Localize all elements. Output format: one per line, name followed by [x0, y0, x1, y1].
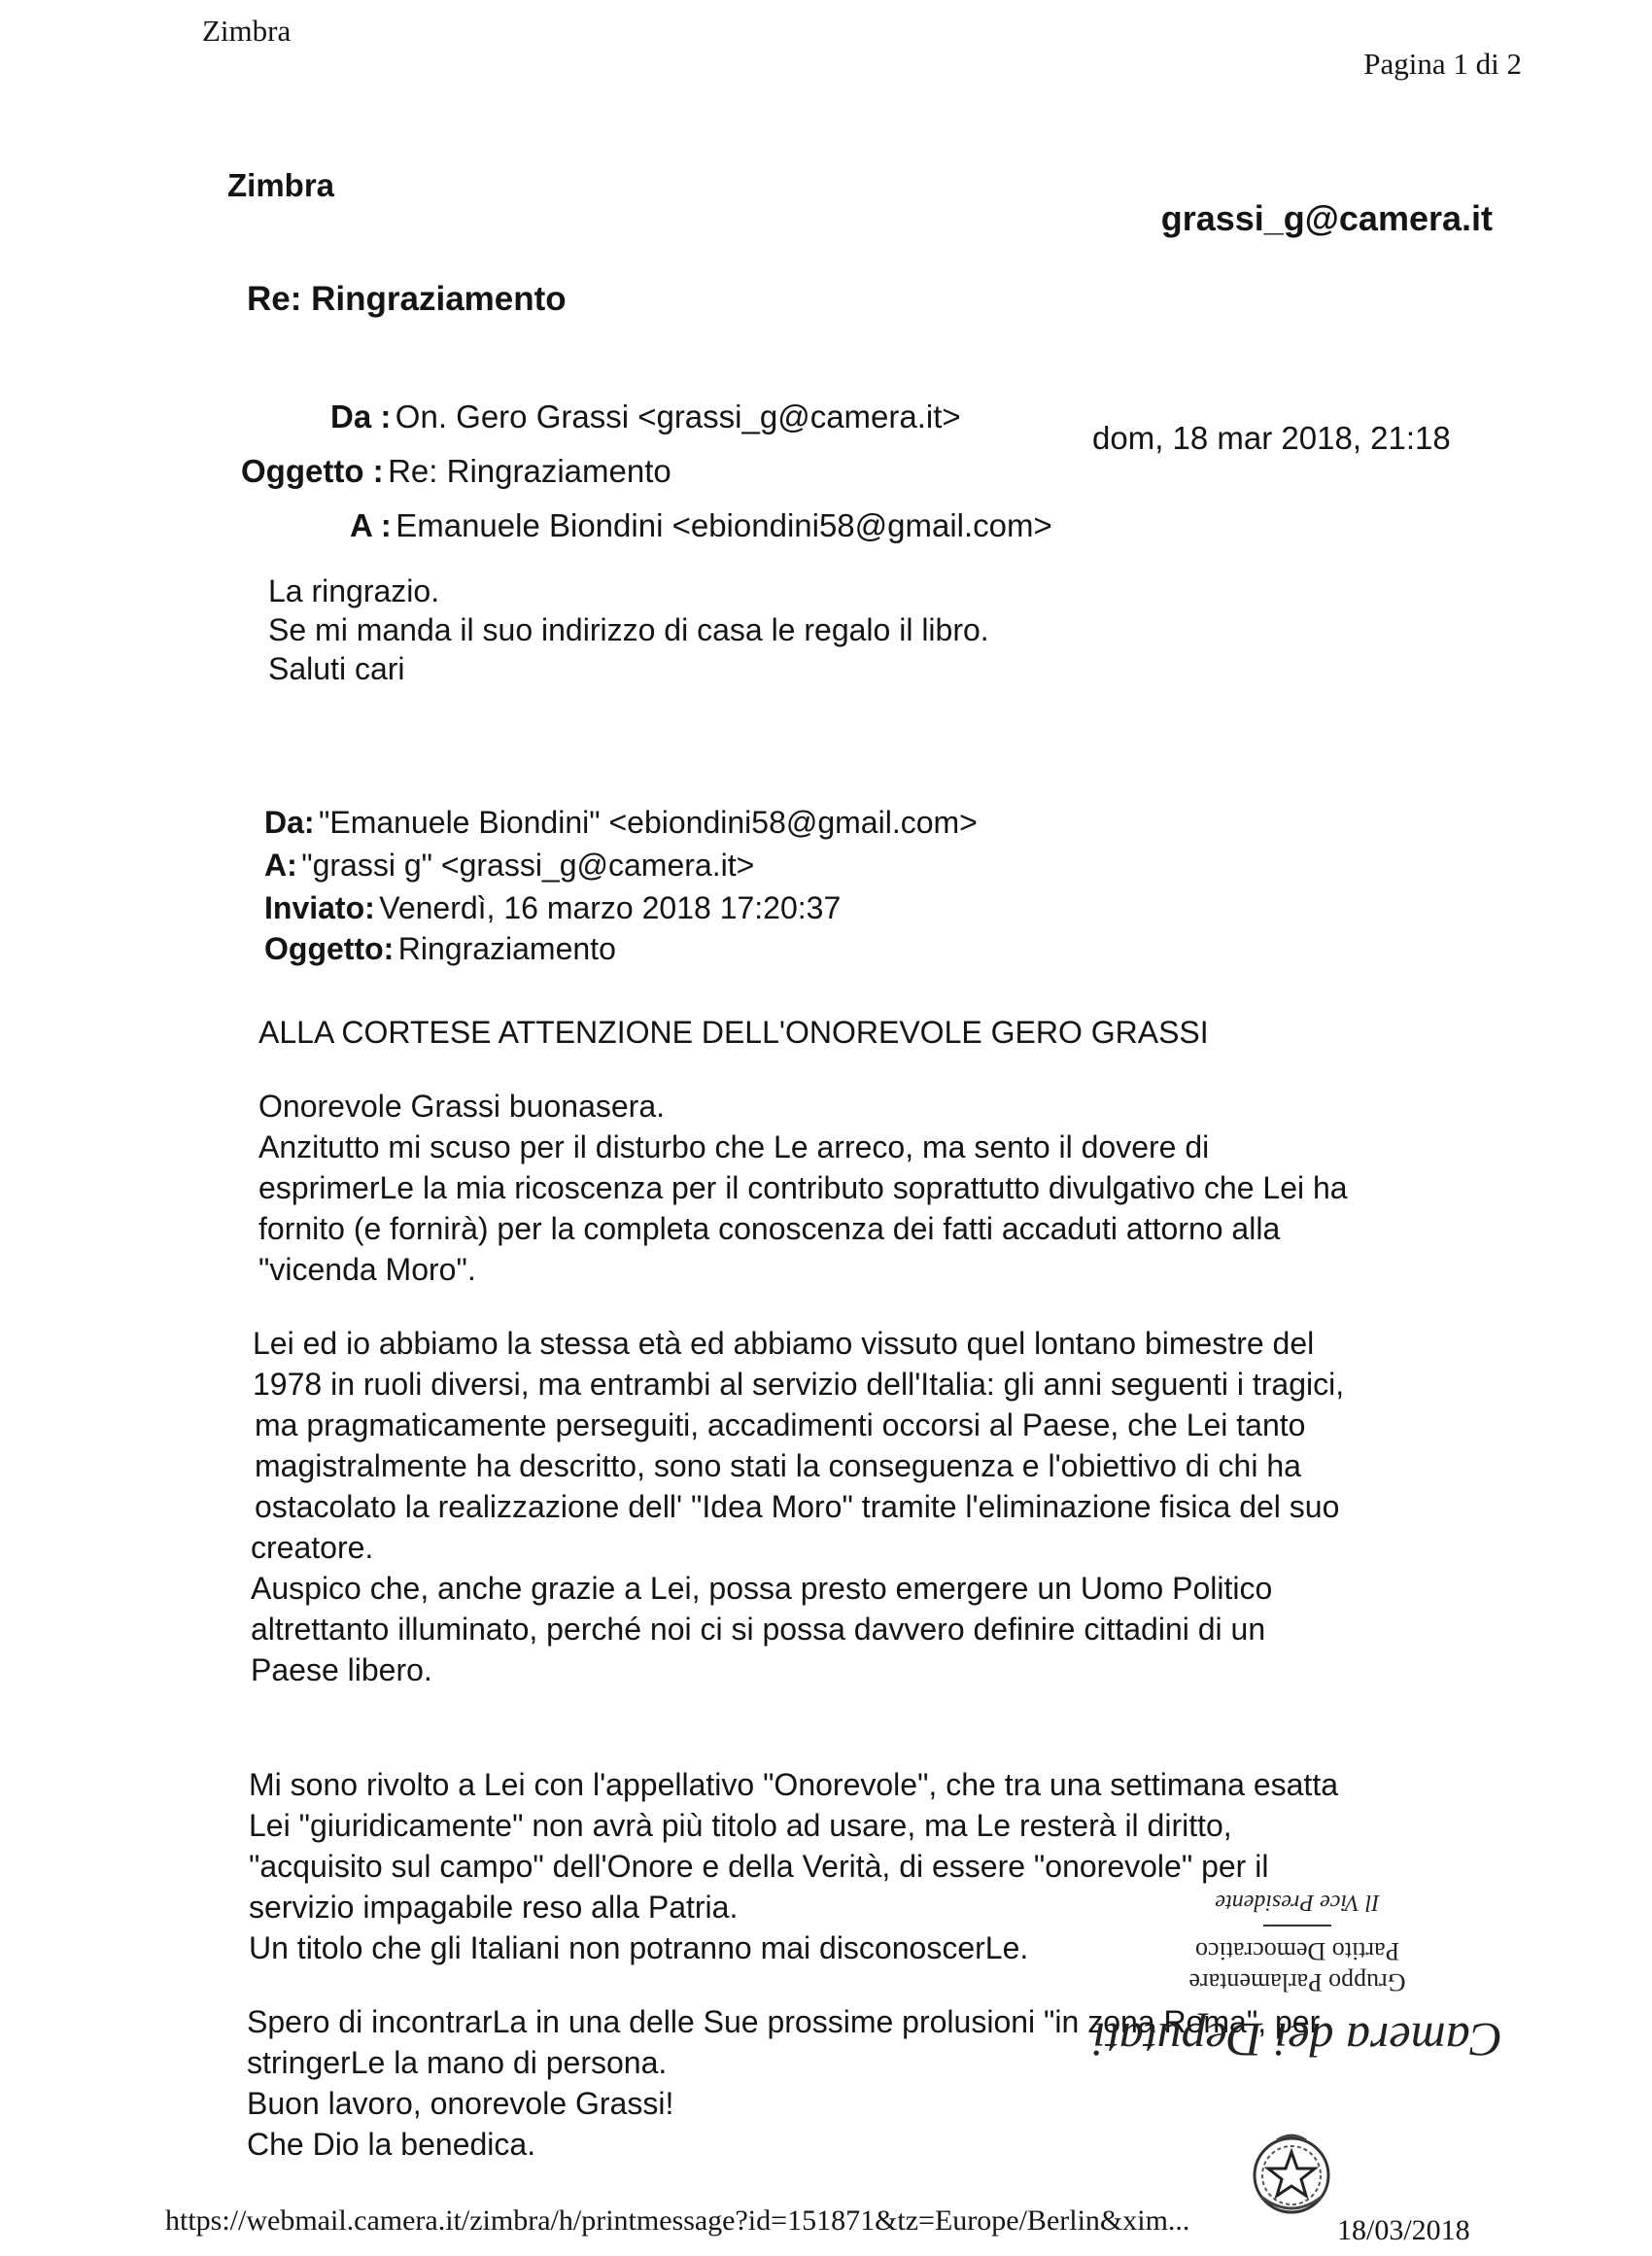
- quoted-to-value: "grassi g" <grassi_g@camera.it>: [301, 848, 755, 883]
- quoted-body-line: stringerLe la mano di persona.: [247, 2045, 668, 2080]
- reply-line: La ringrazio.: [268, 573, 440, 608]
- reply-line: Saluti cari: [268, 651, 405, 686]
- quoted-body-line: Paese libero.: [251, 1652, 432, 1687]
- quoted-body-line: Anzitutto mi scuso per il disturbo che Le arreco, ma sento il dovere di: [258, 1129, 1210, 1164]
- message-subject-row: [241, 453, 671, 490]
- message-date: dom, 18 mar 2018, 21:18: [1092, 420, 1451, 456]
- quoted-body-line: esprimerLe la mia ricoscenza per il contributo soprattutto divulgativo che Lei ha: [258, 1170, 1348, 1205]
- message-title: Re: Ringraziamento: [247, 280, 567, 318]
- quoted-body-line: ma pragmaticamente perseguiti, accadimenti occorsi al Paese, che Lei tanto: [255, 1407, 1306, 1442]
- print-url: https://webmail.camera.it/zimbra/h/printmessage?id=151871&tz=Europe/Berlin&xim...: [165, 2204, 1190, 2237]
- quoted-body-line: Lei ed io abbiamo la stessa età ed abbiamo vissuto quel lontano bimestre del: [253, 1326, 1315, 1361]
- quoted-sent-label: Inviato:: [264, 890, 375, 925]
- quoted-body-line: 1978 in ruoli diversi, ma entrambi al servizio dell'Italia: gli anni seguenti i tragici,: [253, 1367, 1345, 1402]
- quoted-from-value: "Emanuele Biondini" <ebiondini58@gmail.com>: [319, 805, 978, 840]
- quoted-from-row: [264, 805, 978, 841]
- quoted-sent-row: [264, 890, 841, 926]
- quoted-body-line: Che Dio la benedica.: [247, 2127, 536, 2162]
- stamp-role-line: Il Vice Presidente: [1215, 1890, 1380, 1915]
- quoted-to-label: A:: [264, 848, 297, 883]
- stamp-chamber-name: Camera dei Deputati: [1091, 2013, 1503, 2067]
- quoted-body-line: magistralmente ha descritto, sono stati la conseguenza e l'obiettivo di chi ha: [255, 1448, 1301, 1483]
- quoted-subject-label: Oggetto:: [264, 931, 395, 966]
- subject-value: Re: Ringraziamento: [388, 453, 671, 489]
- zimbra-logo: Zimbra: [227, 167, 335, 203]
- print-app-name: Zimbra: [202, 14, 292, 48]
- official-stamp: [1069, 1878, 1526, 2072]
- account-email: grassi_g@camera.it: [1160, 198, 1493, 238]
- from-value: On. Gero Grassi <grassi_g@camera.it>: [395, 399, 961, 434]
- quoted-body-line: "vicenda Moro".: [258, 1252, 476, 1287]
- quoted-body-line: creatore.: [251, 1530, 374, 1565]
- quoted-sent-value: Venerdì, 16 marzo 2018 17:20:37: [379, 890, 842, 925]
- quoted-body-line: ostacolato la realizzazione dell' "Idea Moro" tramite l'eliminazione fisica del suo: [255, 1489, 1340, 1524]
- stamp-group-line: Gruppo Parlamentare: [1188, 1968, 1406, 1996]
- quoted-attention-line: ALLA CORTESE ATTENZIONE DELL'ONOREVOLE GERO GRASSI: [258, 1015, 1209, 1050]
- message-from-row: [330, 399, 961, 435]
- quoted-body-line: Un titolo che gli Italiani non potranno mai disconoscerLe.: [249, 1930, 1029, 1965]
- stamp-party-line: Partito Democratico: [1194, 1937, 1400, 1965]
- quoted-from-label: Da:: [264, 805, 315, 840]
- print-date: 18/03/2018: [1337, 2214, 1470, 2246]
- message-to-row: [350, 507, 1052, 544]
- from-label: Da :: [330, 399, 392, 434]
- quoted-body-line: Auspico che, anche grazie a Lei, possa presto emergere un Uomo Politico: [251, 1571, 1273, 1606]
- quoted-body-line: Buon lavoro, onorevole Grassi!: [247, 2086, 674, 2121]
- quoted-body-line: altrettanto illuminato, perché noi ci si possa davvero definire cittadini di un: [251, 1612, 1266, 1647]
- quoted-body-line: Spero di incontrarLa in una delle Sue prossime prolusioni "in zona Roma", per: [247, 2004, 1321, 2039]
- quoted-body-line: Onorevole Grassi buonasera.: [258, 1089, 665, 1124]
- to-value: Emanuele Biondini <ebiondini58@gmail.com>: [396, 507, 1052, 543]
- quoted-body-line: Mi sono rivolto a Lei con l'appellativo "Onorevole", che tra una settimana esatta: [249, 1767, 1338, 1802]
- quoted-body-line: fornito (e fornirà) per la completa conoscenza dei fatti accaduti attorno alla: [258, 1211, 1281, 1246]
- stamp-divider: [1263, 1925, 1331, 1926]
- republic-emblem-icon: [1248, 2129, 1335, 2221]
- quoted-body-line: Lei "giuridicamente" non avrà più titolo ad usare, ma Le resterà il diritto,: [249, 1808, 1232, 1843]
- subject-label: Oggetto :: [241, 453, 384, 489]
- reply-line: Se mi manda il suo indirizzo di casa le regalo il libro.: [268, 612, 989, 647]
- quoted-body-line: "acquisito sul campo" dell'Onore e della Verità, di essere "onorevole" per il: [249, 1849, 1269, 1884]
- quoted-to-row: [264, 848, 754, 884]
- quoted-subject-value: Ringraziamento: [397, 931, 616, 966]
- to-label: A :: [350, 507, 392, 543]
- print-page-number: Pagina 1 di 2: [1363, 47, 1522, 81]
- quoted-subject-row: [264, 931, 616, 967]
- quoted-body-line: servizio impagabile reso alla Patria.: [249, 1890, 739, 1925]
